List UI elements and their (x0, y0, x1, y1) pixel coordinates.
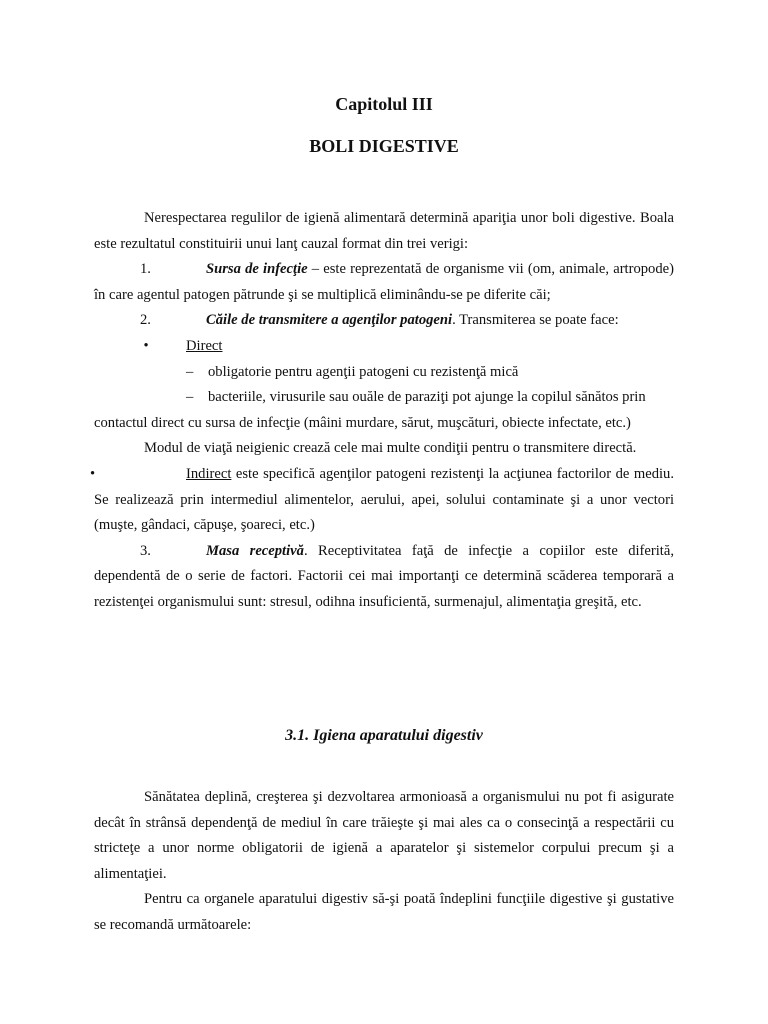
item-sursa (94, 257, 674, 308)
dash-mark: – (186, 363, 194, 380)
section-heading: 3.1. Igiena aparatului digestiv (285, 727, 483, 744)
chapter-subtitle: BOLI DIGESTIVE (309, 136, 459, 156)
item-text: . Transmiterea se poate face: (452, 312, 619, 329)
section-paragraph-2: Pentru ca organele aparatului digestiv să-şi poată îndeplini funcţiile digestive şi gustative se recomandă următoarele: (94, 891, 674, 933)
dash-item-1 (94, 360, 674, 386)
dash-text: obligatorie pentru agenţii patogeni cu rezistenţă mică (208, 363, 519, 380)
indirect-text: este specifică agenţilor patogeni rezistenţi la acţiunea factorilor de mediu. Se realizează prin intermediul alimentelor, aerului, apei, solului contaminate şi a unor vectori (muşte, gândaci, căpuşe, şoareci, etc.) (94, 465, 674, 534)
dash-item-2 (94, 385, 674, 411)
chapter-body (90, 206, 674, 616)
item-text: – este reprezentată de organisme vii (om, animale, artropode) în care agentul patogen pătrunde şi se multiplică eliminându-se pe diferite căi; (94, 261, 674, 303)
dash-text: bacteriile, virusurile sau ouăle de paraziţi pot ajunge la copilul sănătos prin (208, 389, 646, 406)
item-caile (94, 308, 674, 334)
bullet-indirect (90, 462, 674, 539)
item-number: 3. (140, 542, 151, 559)
item-title: Sursa de infecţie (206, 261, 308, 278)
direct-label: Direct (186, 337, 223, 354)
section-paragraph-1: Sănătatea deplină, creşterea şi dezvoltarea armonioasă a organismului nu pot fi asigurate decât în strânsă dependenţă de mediul în care trăieşte şi mai ales ca o consecinţă a respectării cu stricteţe a unor norme obligatorii de igienă a aparatelor şi sistemelor corpului precum şi a alimentaţiei. (94, 789, 674, 882)
item-masa (94, 539, 674, 616)
item-number: 1. (140, 261, 151, 278)
dash-item-2-continuation: contactul direct cu sursa de infecţie (mâini murdare, sărut, muşcături, obiecte infectate, etc.) (94, 414, 631, 431)
item-number: 2. (140, 312, 151, 329)
chapter-title: Capitolul III (335, 94, 433, 114)
indirect-label: Indirect (186, 465, 232, 482)
dash-mark: – (186, 389, 194, 406)
item-title: Masa receptivă (206, 542, 304, 559)
item-text: . Receptivitatea faţă de infecţie a copiilor este diferită, dependentă de o serie de factori. Factorii cei mai importanţi ce determină scăderea temporară a rezistenţei organismului sunt: stresul, odihna insuficientă, surmenajul, alimentaţia greşită, etc. (94, 542, 674, 610)
intro-paragraph: Nerespectarea regulilor de igienă alimentară determină apariţia unor boli digestive. Boala este rezultatul constituirii unui lanţ cauzal format din trei verigi: (94, 210, 674, 252)
bullet-direct (94, 334, 674, 360)
item-title: Căile de transmitere a agenţilor patogeni (206, 312, 453, 329)
bullet-mark: • (90, 465, 96, 482)
section-body (94, 785, 674, 939)
direct-note: Modul de viaţă neigienic crează cele mai multe condiţii pentru o transmitere directă. (144, 440, 637, 457)
bullet-mark: • (143, 337, 149, 354)
